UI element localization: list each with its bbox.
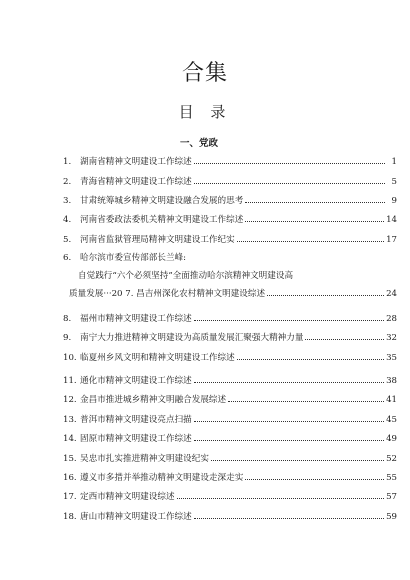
- entry-title: 青海省精神文明建设工作综述: [80, 177, 192, 187]
- toc-entry[interactable]: [63, 253, 397, 264]
- entry-page: 9: [391, 196, 397, 206]
- toc-entry[interactable]: [63, 195, 397, 207]
- entry-page: 32: [386, 333, 397, 343]
- entry-title: 福州市精神文明建设工作综述: [80, 314, 192, 324]
- toc-entry[interactable]: [63, 472, 397, 484]
- entry-number: 16.: [63, 473, 77, 483]
- entry-page: 45: [386, 415, 397, 425]
- dot-leader: [245, 472, 384, 480]
- toc-entry[interactable]: [63, 234, 397, 246]
- entry-title: 哈尔滨市委宣传部部长兰峰:: [80, 253, 187, 263]
- entry-number: 9.: [63, 333, 72, 343]
- entry-title: 河南省委政法委机关精神文明建设工作综述: [80, 215, 244, 225]
- entry-page: 49: [386, 434, 397, 444]
- toc-entry[interactable]: [63, 511, 397, 523]
- entry-page: 5: [391, 177, 397, 187]
- entry-title: 湖南省精神文明建设工作综述: [80, 157, 192, 167]
- entry-title: 金昌市推进城乡精神文明融合发展综述: [80, 395, 227, 405]
- dot-leader: [194, 313, 384, 321]
- entry-page: 55: [386, 473, 397, 483]
- entry-title: 临夏州乡风文明和精神文明建设工作综述: [80, 353, 235, 363]
- entry-title: 遵义市多措并举推动精神文明建设走深走实: [80, 473, 244, 483]
- toc-entry[interactable]: [63, 156, 397, 168]
- entry-number: 17.: [63, 492, 77, 502]
- entry-title: 唐山市精神文明建设工作综述: [80, 512, 192, 522]
- toc-entry-continuation[interactable]: [69, 288, 397, 300]
- toc-entry[interactable]: [63, 375, 397, 387]
- entry-page: 38: [386, 376, 397, 386]
- entry-number: 13.: [63, 415, 77, 425]
- entry-number: 4.: [63, 215, 72, 225]
- toc-entry[interactable]: [63, 491, 397, 503]
- toc-entry[interactable]: [63, 176, 397, 188]
- entry-title: 自觉践行“六个必须坚持”全面推动哈尔滨精神文明建设高: [78, 271, 294, 281]
- dot-leader: [194, 511, 384, 519]
- entry-title: 南宁大力推进精神文明建设为高质量发展汇聚强大精神力量: [80, 333, 304, 343]
- entry-title: 质量发展···20 7. 昌吉州深化农村精神文明建设综述: [69, 289, 266, 299]
- entry-number: 15.: [63, 454, 77, 464]
- dot-leader: [305, 332, 384, 340]
- entry-number: 14.: [63, 434, 77, 444]
- entry-number: 6.: [63, 253, 72, 263]
- entry-page: 52: [386, 454, 397, 464]
- entry-title: 河南省监狱管理局精神文明建设工作纪实: [80, 235, 235, 245]
- toc-entry[interactable]: [63, 414, 397, 426]
- entry-page: 57: [386, 492, 397, 502]
- document-title: 合集: [181, 61, 228, 86]
- entry-title: 定西市精神文明建设综述: [80, 492, 175, 502]
- toc-entry[interactable]: [63, 313, 397, 325]
- dot-leader: [177, 491, 385, 499]
- toc-entry[interactable]: [63, 433, 397, 445]
- section-heading: 一、党政: [180, 138, 219, 149]
- entry-title: 通化市精神文明建设工作综述: [80, 376, 192, 386]
- toc-entry[interactable]: [63, 352, 397, 364]
- entry-title: 甘肃统筹城乡精神文明建设融合发展的思考: [80, 196, 244, 206]
- entry-page: 24: [386, 289, 397, 299]
- entry-number: 5.: [63, 235, 72, 245]
- entry-number: 10.: [63, 353, 77, 363]
- toc-entry[interactable]: [63, 394, 397, 406]
- dot-leader: [194, 433, 384, 441]
- dot-leader: [211, 453, 384, 461]
- entry-page: 14: [386, 215, 397, 225]
- dot-leader: [237, 352, 384, 360]
- entry-number: 2.: [63, 177, 72, 187]
- dot-leader: [194, 176, 385, 184]
- entry-page: 28: [386, 314, 397, 324]
- dot-leader: [237, 234, 384, 242]
- dot-leader: [194, 414, 384, 422]
- entry-number: 18.: [63, 512, 77, 522]
- toc-entry-continuation[interactable]: [78, 271, 397, 282]
- entry-page: 35: [386, 353, 397, 363]
- dot-leader: [228, 394, 384, 402]
- dot-leader: [245, 214, 384, 222]
- entry-number: 8.: [63, 314, 72, 324]
- toc-heading: 目 录: [178, 103, 232, 121]
- entry-number: 3.: [63, 196, 72, 206]
- entry-number: 1.: [63, 157, 72, 167]
- toc-entry[interactable]: [63, 332, 397, 344]
- entry-page: 17: [386, 235, 397, 245]
- toc-entry[interactable]: [63, 453, 397, 465]
- dot-leader: [194, 156, 385, 164]
- entry-page: 41: [386, 395, 397, 405]
- entry-title: 固原市精神文明建设工作综述: [80, 434, 192, 444]
- dot-leader: [267, 288, 384, 296]
- entry-page: 1: [391, 157, 397, 167]
- entry-number: 11.: [63, 376, 77, 386]
- dot-leader: [245, 195, 385, 203]
- dot-leader: [194, 375, 384, 383]
- entry-number: 12.: [63, 395, 77, 405]
- toc-entry[interactable]: [63, 214, 397, 226]
- entry-title: 吴忠市扎实推进精神文明建设纪实: [80, 454, 209, 464]
- entry-title: 普洱市精神文明建设亮点扫描: [80, 415, 192, 425]
- entry-page: 59: [386, 512, 397, 522]
